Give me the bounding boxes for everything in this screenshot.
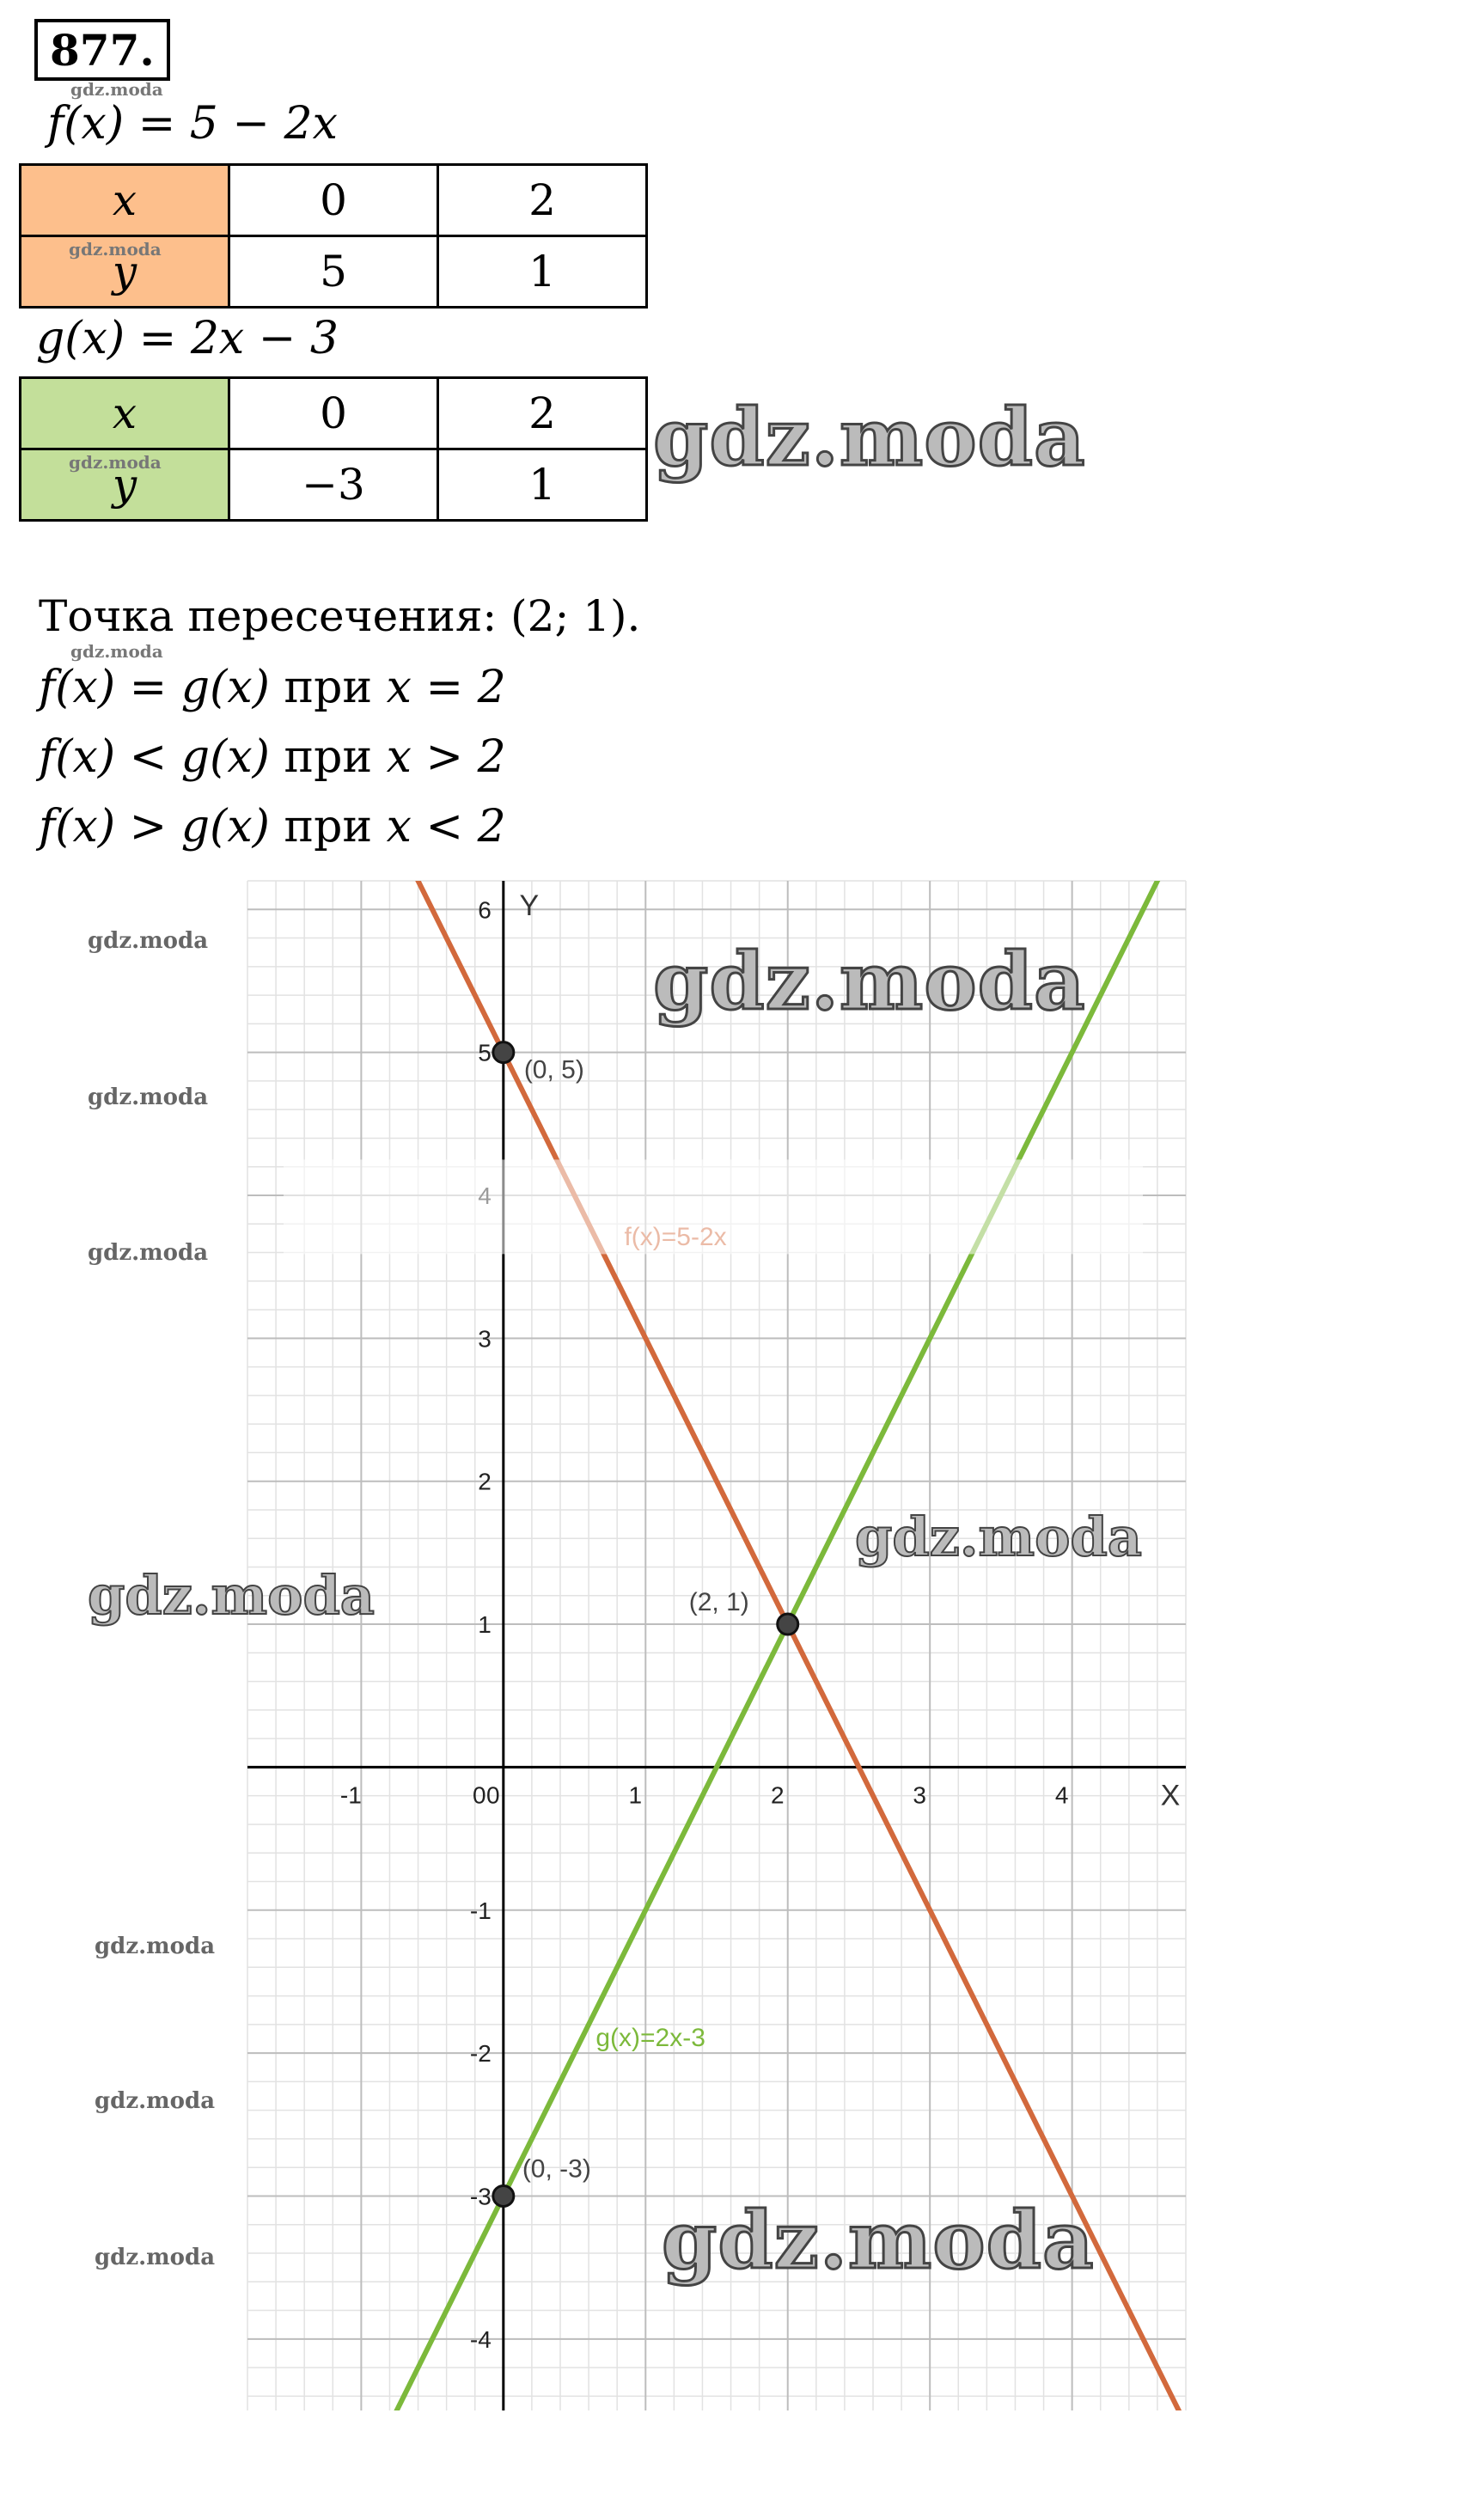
g-rhs: 2x − 3 <box>190 313 339 364</box>
point-label: (0, -3) <box>522 2154 591 2184</box>
y-tick-label: 5 <box>478 1039 492 1066</box>
series-label-g: g(x)=2x-3 <box>595 2023 705 2052</box>
table-cell: 0 <box>229 378 438 449</box>
y-tick-label: -3 <box>469 2183 492 2210</box>
y-axis-label: Y <box>519 889 540 922</box>
watermark-small: gdz.moda <box>69 239 162 260</box>
watermark-small: gdz.moda <box>70 79 163 100</box>
f-rhs: 5 − 2x <box>189 98 338 150</box>
watermark-medium: gdz.moda <box>855 1506 1142 1568</box>
series-line-f <box>247 859 1186 2425</box>
watermark-small: gdz.moda <box>95 2088 216 2114</box>
watermark-medium: gdz.moda <box>88 1564 375 1627</box>
relation-line <box>39 799 506 854</box>
x-tick-label: 3 <box>913 1781 926 1809</box>
table-cell: y <box>21 236 229 308</box>
watermark-small: gdz.moda <box>95 2245 216 2270</box>
relation-line <box>39 730 506 785</box>
relation-cond: x = 2 <box>386 662 506 713</box>
relation-left: f(x) > g(x) <box>39 801 270 852</box>
origin-label: 0 <box>473 1781 486 1809</box>
table-row <box>21 165 647 236</box>
intersection-text: Точка пересечения: (2; 1). <box>39 591 641 641</box>
relation-cond: x > 2 <box>386 731 506 783</box>
point-label: (2, 1) <box>688 1588 749 1617</box>
watermark-small: gdz.moda <box>88 1240 209 1266</box>
y-tick-label: -1 <box>469 1897 492 1924</box>
table-cell: 5 <box>229 236 438 308</box>
y-tick-label: -2 <box>469 2040 492 2068</box>
y-tick-label: 6 <box>478 896 492 924</box>
y-tick-label: 1 <box>478 1611 492 1639</box>
table-cell: x <box>21 165 229 236</box>
x-axis-label: X <box>1160 1779 1181 1812</box>
x-tick-label: -1 <box>339 1781 362 1809</box>
table-f <box>19 163 648 309</box>
table-cell: 1 <box>438 236 647 308</box>
relation-word: при <box>284 801 373 852</box>
table-cell: 2 <box>438 378 647 449</box>
table-cell: −3 <box>229 449 438 521</box>
point-marker <box>778 1614 798 1634</box>
g-eq: = <box>138 313 177 364</box>
table-cell: 1 <box>438 449 647 521</box>
x-tick-label: 2 <box>770 1781 785 1809</box>
relation-left: f(x) < g(x) <box>39 731 270 783</box>
problem-number: 877. <box>34 19 170 81</box>
watermark-small: gdz.moda <box>95 1934 216 1959</box>
table-cell: x <box>21 378 229 449</box>
table-g <box>19 376 648 522</box>
watermark-small: gdz.moda <box>70 641 163 662</box>
relation-word: при <box>284 662 373 713</box>
table-cell: 0 <box>229 165 438 236</box>
g-lhs: g(x) <box>36 313 125 364</box>
f-lhs: f(x) <box>47 98 125 150</box>
watermark-small: gdz.moda <box>88 1084 209 1110</box>
table-cell: y <box>21 449 229 521</box>
point-marker <box>493 1042 514 1063</box>
x-tick-label: 0 <box>486 1781 500 1809</box>
table-cell: 2 <box>438 165 647 236</box>
watermark-small: gdz.moda <box>88 928 209 954</box>
overlay-band <box>284 1159 1143 1254</box>
y-tick-label: 2 <box>478 1468 492 1495</box>
f-eq: = <box>137 98 176 150</box>
g-definition <box>36 311 339 366</box>
watermark-large: gdz.moda <box>653 391 1086 484</box>
relation-word: при <box>284 731 373 783</box>
point-marker <box>493 2185 514 2206</box>
relation-line <box>39 660 506 715</box>
y-tick-label: -4 <box>469 2325 492 2353</box>
watermark-small: gdz.moda <box>69 452 162 473</box>
x-tick-label: 1 <box>628 1781 643 1809</box>
watermark-large: gdz.moda <box>653 935 1086 1028</box>
relation-cond: x < 2 <box>386 801 506 852</box>
y-tick-label: 3 <box>478 1325 492 1353</box>
relation-left: f(x) = g(x) <box>39 662 270 713</box>
table-row <box>21 378 647 449</box>
point-label: (0, 5) <box>523 1055 584 1084</box>
watermark-large: gdz.moda <box>662 2194 1095 2287</box>
x-tick-label: 4 <box>1054 1781 1069 1809</box>
f-definition <box>47 96 338 151</box>
